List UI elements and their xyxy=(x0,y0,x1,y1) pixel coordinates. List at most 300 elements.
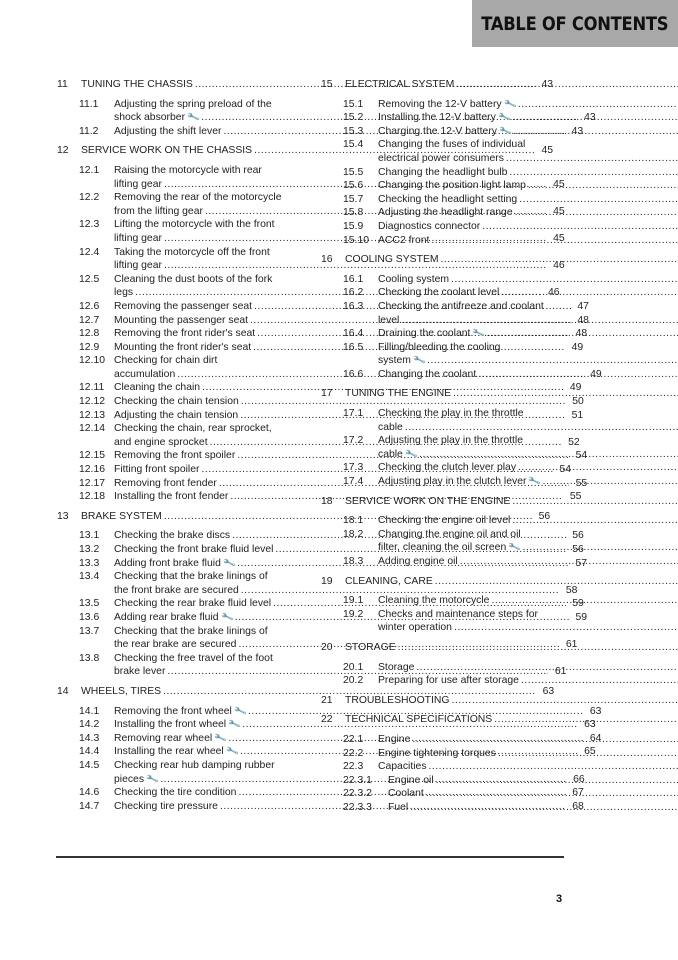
dot-leader xyxy=(498,747,678,761)
section-page: 55 xyxy=(569,491,582,503)
section-body xyxy=(378,514,678,528)
toc-section-entry[interactable] xyxy=(321,341,570,368)
dot-leader xyxy=(416,661,678,675)
section-page: 47 xyxy=(577,300,589,312)
section-title: legs xyxy=(114,287,134,299)
section-title: Installing the 12-V battery xyxy=(378,112,496,124)
section-line xyxy=(378,368,678,382)
section-line xyxy=(378,234,678,248)
section-body xyxy=(378,138,678,165)
section-number: 12.10 xyxy=(79,355,106,367)
chapter-title: WHEELS, TIRES xyxy=(81,685,162,697)
section-page: 51 xyxy=(571,409,584,421)
section-number: 13.8 xyxy=(79,652,100,664)
section-title: Storage xyxy=(378,661,415,673)
footer-divider xyxy=(56,856,564,858)
chapter-title: TUNING THE ENGINE xyxy=(345,388,452,400)
toc-section-entry[interactable] xyxy=(321,760,570,774)
section-line xyxy=(378,166,678,180)
section-page: 66 xyxy=(573,773,585,785)
section-number: 13.3 xyxy=(79,557,100,569)
section-line xyxy=(378,733,678,747)
section-body xyxy=(378,111,678,125)
chapter-title: TROUBLESHOOTING xyxy=(345,694,450,706)
section-page: 45 xyxy=(553,205,565,217)
section-title: Engine oil xyxy=(388,774,434,786)
section-title: shock absorber xyxy=(114,112,186,124)
chapter-body xyxy=(345,694,678,708)
section-number: 14.7 xyxy=(79,800,100,812)
section-title: Removing the front wheel xyxy=(114,705,232,717)
chapter-number: 16 xyxy=(321,254,333,266)
section-title: Cooling system xyxy=(378,273,450,285)
dot-leader xyxy=(436,774,678,788)
section-number: 12.12 xyxy=(79,396,106,408)
dot-leader xyxy=(454,621,678,635)
section-number: 12.5 xyxy=(79,273,100,285)
section-body xyxy=(378,801,678,815)
toc-section-entry[interactable] xyxy=(321,434,570,461)
dot-leader xyxy=(509,166,678,180)
toc-section-entry[interactable] xyxy=(321,608,570,635)
section-line xyxy=(378,461,678,475)
section-number: 19.2 xyxy=(343,608,364,620)
wrench-icon: 🔧 xyxy=(527,474,542,488)
section-page: 49 xyxy=(569,382,582,394)
section-number: 12.2 xyxy=(79,192,100,204)
section-number: 16.6 xyxy=(343,368,364,380)
dot-leader xyxy=(518,98,678,112)
section-title: the rear brake are secured xyxy=(114,639,237,651)
section-number: 12.9 xyxy=(79,341,100,353)
section-line xyxy=(378,138,678,152)
section-number: 12.8 xyxy=(79,328,100,340)
chapter-title: TUNING THE CHASSIS xyxy=(81,79,193,90)
section-title: and engine sprocket xyxy=(114,436,208,448)
section-title: Mounting the front rider's seat xyxy=(114,341,252,353)
section-number: 18.2 xyxy=(343,528,364,540)
section-title: Checking the tire condition xyxy=(114,787,237,799)
section-title: Checking the rear brake fluid level xyxy=(114,598,272,610)
chapter-page: 45 xyxy=(541,145,554,157)
section-number: 14.4 xyxy=(79,746,100,758)
section-number: 12.11 xyxy=(79,382,105,394)
section-number: 11.2 xyxy=(79,125,99,137)
dot-leader xyxy=(460,555,678,569)
wrench-icon: 🔧 xyxy=(225,744,240,758)
dot-leader xyxy=(487,327,678,341)
toc-section-entry[interactable] xyxy=(321,368,570,382)
section-line xyxy=(378,555,678,569)
wrench-icon: 🔧 xyxy=(186,110,201,124)
dot-leader xyxy=(482,220,678,234)
section-body xyxy=(378,733,678,747)
dot-leader xyxy=(405,421,678,435)
section-number: 20.1 xyxy=(343,661,364,673)
section-line xyxy=(378,608,678,622)
section-title: Checking for chain dirt xyxy=(114,355,218,367)
section-number: 22.3.3 xyxy=(343,801,372,813)
dot-leader xyxy=(512,495,678,509)
section-number: 12.18 xyxy=(79,491,106,503)
chapter-number: 12 xyxy=(57,145,69,157)
section-page: 43 xyxy=(571,125,584,137)
section-title: Installing the front fender xyxy=(114,491,229,503)
page-number: 3 xyxy=(556,893,563,905)
section-title: Changing the coolant xyxy=(378,368,477,380)
section-title: the front brake are secured xyxy=(114,584,239,596)
toc-section-entry[interactable] xyxy=(321,787,570,801)
dot-leader xyxy=(528,179,678,193)
section-number: 16.3 xyxy=(343,300,364,312)
section-title: Checking that the brake linings of xyxy=(114,625,268,637)
chapter-title: COOLING SYSTEM xyxy=(345,254,439,266)
toc-section-entry[interactable] xyxy=(321,286,570,300)
section-title: Installing the front wheel xyxy=(114,719,227,731)
section-page: 57 xyxy=(575,557,588,569)
wrench-icon: 🔧 xyxy=(233,703,248,718)
section-body xyxy=(378,774,678,788)
section-title: from the lifting gear xyxy=(114,205,203,217)
section-number: 14.3 xyxy=(79,732,100,744)
section-body xyxy=(378,286,678,300)
section-page: 63 xyxy=(589,705,602,717)
chapter-body xyxy=(345,713,678,727)
section-number: 22.3.1 xyxy=(343,774,372,786)
section-number: 16.2 xyxy=(343,287,364,299)
toc-section-entry[interactable] xyxy=(321,661,570,675)
toc-section-entry[interactable] xyxy=(321,801,570,815)
section-title: ACC2 front xyxy=(378,234,430,246)
section-page: 55 xyxy=(575,477,588,489)
section-title: Cleaning the motorcycle xyxy=(378,595,490,607)
section-number: 15.4 xyxy=(343,139,364,151)
section-title: Adjusting the spring preload of the xyxy=(114,98,272,110)
section-title: Adjusting the chain tension xyxy=(114,409,239,421)
section-line xyxy=(378,528,678,542)
section-title: Fitting front spoiler xyxy=(114,464,200,476)
toc-section-entry[interactable] xyxy=(321,206,570,220)
chapter-body xyxy=(345,387,678,401)
chapter-number: 21 xyxy=(321,694,333,706)
toc-column-right xyxy=(321,78,570,815)
section-title: system xyxy=(378,355,411,367)
wrench-icon: 🔧 xyxy=(412,353,427,367)
section-line xyxy=(378,541,678,555)
toc-section-entry[interactable] xyxy=(57,703,602,719)
section-title: Changing the position light lamp xyxy=(378,180,526,192)
dot-leader xyxy=(506,152,678,166)
section-body xyxy=(378,674,678,688)
section-title: Checking the engine oil level xyxy=(378,515,511,527)
dot-leader xyxy=(543,475,678,489)
section-line xyxy=(378,760,678,774)
section-page: 56 xyxy=(572,530,584,542)
section-title: Removing the front spoiler xyxy=(114,450,236,462)
section-number: 12.14 xyxy=(79,423,106,435)
section-number: 22.3 xyxy=(343,761,364,773)
toc-chapter-entry[interactable] xyxy=(321,641,570,655)
section-page: 46 xyxy=(553,260,565,272)
section-title: Removing rear wheel xyxy=(114,732,213,744)
section-title: Removing front fender xyxy=(114,477,217,489)
section-title: Mounting the passenger seat xyxy=(114,314,249,326)
section-title: Checking the clutch lever play xyxy=(378,462,517,474)
section-line xyxy=(378,193,678,207)
toc-chapter-entry[interactable] xyxy=(321,387,570,401)
toc-section-entry[interactable] xyxy=(321,125,570,139)
wrench-icon: 🔧 xyxy=(498,124,513,138)
section-title: Fuel xyxy=(388,801,409,813)
section-body xyxy=(378,434,678,461)
section-number: 15.10 xyxy=(343,234,370,246)
wrench-icon: 🔧 xyxy=(213,731,228,745)
section-title: Installing the rear wheel xyxy=(114,746,224,758)
toc-section-entry[interactable] xyxy=(321,594,570,608)
section-number: 15.9 xyxy=(343,220,364,232)
toc-section-entry[interactable] xyxy=(321,747,570,761)
chapter-number: 17 xyxy=(321,388,333,400)
section-body xyxy=(378,475,678,489)
chapter-page: 63 xyxy=(542,685,555,697)
section-line xyxy=(378,314,678,328)
wrench-icon: 🔧 xyxy=(219,610,234,624)
section-title: Cleaning the dust boots of the fork xyxy=(114,273,273,285)
dot-leader xyxy=(494,713,678,727)
chapter-title: STORAGE xyxy=(345,641,396,653)
chapter-body xyxy=(345,78,678,92)
wrench-icon: 🔧 xyxy=(497,110,512,124)
section-body xyxy=(378,368,678,382)
section-title: Checking tire pressure xyxy=(114,800,218,812)
section-title: Adjusting the shift lever xyxy=(114,125,222,137)
section-body xyxy=(378,608,678,635)
section-title: Diagnostics connector xyxy=(378,220,481,232)
section-body xyxy=(378,327,678,341)
section-title: Adding engine oil xyxy=(378,556,458,567)
section-title: Adjusting play in the clutch lever xyxy=(378,476,527,488)
dot-leader xyxy=(501,286,678,300)
toc-section-entry[interactable] xyxy=(321,273,570,287)
section-title: winter operation xyxy=(378,622,452,634)
toc-section-entry[interactable] xyxy=(321,193,570,207)
toc-section-entry[interactable] xyxy=(321,111,570,125)
section-number: 16.5 xyxy=(343,341,364,353)
section-number: 12.6 xyxy=(79,300,100,312)
section-title: Removing the front rider's seat xyxy=(114,328,256,340)
dot-leader xyxy=(478,368,678,382)
section-title: Checking the front brake fluid level xyxy=(114,544,274,555)
section-number: 16.4 xyxy=(343,328,364,340)
section-title: accumulation xyxy=(114,368,176,380)
section-number: 13.6 xyxy=(79,611,100,623)
section-title: Removing the rear of the motorcycle xyxy=(114,192,282,204)
toc-section-entry[interactable] xyxy=(57,395,584,409)
section-title: Engine xyxy=(378,733,411,745)
section-page: 56 xyxy=(572,544,584,555)
section-line xyxy=(378,594,678,608)
section-number: 14.6 xyxy=(79,787,100,799)
section-page: 54 xyxy=(575,450,588,462)
section-page: 59 xyxy=(575,611,588,623)
chapter-number: 19 xyxy=(321,575,333,587)
section-number: 22.3.2 xyxy=(343,788,372,800)
toc-section-entry[interactable] xyxy=(321,327,570,341)
chapter-body xyxy=(345,253,678,267)
section-title: Checking the chain, rear sprocket, xyxy=(114,423,272,435)
section-title: level xyxy=(378,314,400,326)
section-title: cable xyxy=(378,421,403,433)
section-title: Checking the coolant level xyxy=(378,287,500,299)
section-title: Adding front brake fluid xyxy=(114,557,221,569)
section-line xyxy=(378,434,678,448)
dot-leader xyxy=(401,314,678,328)
toc-chapter-entry[interactable] xyxy=(321,575,570,589)
section-title: lifting gear xyxy=(114,232,162,244)
dot-leader xyxy=(512,514,678,528)
section-line xyxy=(378,621,678,635)
toc-chapter-entry[interactable] xyxy=(321,253,570,267)
section-number: 15.2 xyxy=(343,112,364,124)
section-body xyxy=(378,555,678,569)
toc-section-entry[interactable] xyxy=(321,138,570,165)
section-title: Changing the fuses of individual xyxy=(378,139,526,151)
section-number: 12.16 xyxy=(79,464,106,476)
section-body xyxy=(378,206,678,220)
chapter-number: 13 xyxy=(57,510,69,522)
section-number: 15.1 xyxy=(343,98,364,110)
section-title: Engine tightening torques xyxy=(378,747,496,759)
section-page: 59 xyxy=(572,598,584,610)
section-page: 46 xyxy=(547,287,560,299)
section-page: 54 xyxy=(559,464,572,476)
chapter-line xyxy=(345,253,678,267)
section-title: Filling/bleeding the cooling xyxy=(378,341,501,353)
chapter-line xyxy=(345,387,678,401)
dot-leader xyxy=(441,253,678,267)
section-number: 15.5 xyxy=(343,166,364,178)
dot-leader xyxy=(427,354,678,368)
toc-section-entry[interactable] xyxy=(321,674,570,688)
section-number: 16.1 xyxy=(343,273,364,285)
section-line xyxy=(378,300,678,314)
toc-chapter-entry[interactable] xyxy=(321,694,570,708)
section-number: 18.1 xyxy=(343,515,364,527)
chapter-number: 11 xyxy=(57,79,68,90)
chapter-number: 15 xyxy=(321,79,333,90)
section-body xyxy=(378,760,678,774)
chapter-line xyxy=(345,641,678,655)
wrench-icon: 🔧 xyxy=(222,556,237,570)
section-line xyxy=(388,801,678,815)
dot-leader xyxy=(426,787,678,801)
section-number: 17.1 xyxy=(343,408,364,420)
dot-leader xyxy=(435,575,678,589)
section-title: Checking the chain tension xyxy=(114,396,239,408)
section-line xyxy=(378,475,678,489)
section-number: 12.7 xyxy=(79,314,100,326)
section-number: 18.3 xyxy=(343,556,364,567)
chapter-title: SERVICE WORK ON THE ENGINE xyxy=(345,495,511,507)
section-title: Checking the headlight setting xyxy=(378,193,518,205)
section-page: 65 xyxy=(584,746,596,758)
toc-section-entry[interactable] xyxy=(321,220,570,234)
section-title: Charging the 12-V battery xyxy=(378,125,497,137)
section-body xyxy=(378,594,678,608)
section-title: lifting gear xyxy=(114,260,162,272)
section-line xyxy=(388,774,678,788)
section-line xyxy=(378,674,678,688)
chapter-body xyxy=(345,575,678,589)
section-number: 17.3 xyxy=(343,462,364,474)
toc-chapter-entry[interactable] xyxy=(321,495,570,509)
toc-section-entry[interactable] xyxy=(321,166,570,180)
chapter-page: 43 xyxy=(541,79,554,90)
section-title: Adjusting the headlight range xyxy=(378,207,513,219)
section-body xyxy=(378,179,678,193)
dot-leader xyxy=(453,387,678,401)
section-number: 11.1 xyxy=(79,98,99,110)
section-line xyxy=(378,354,678,368)
section-title: Coolant xyxy=(388,788,424,800)
chapter-number: 22 xyxy=(321,714,333,726)
section-line xyxy=(378,661,678,675)
toc-section-entry[interactable] xyxy=(321,475,570,489)
section-body xyxy=(378,220,678,234)
toc-section-entry[interactable] xyxy=(321,733,570,747)
toc-section-entry[interactable] xyxy=(321,555,570,569)
toc-section-entry[interactable] xyxy=(321,514,570,528)
section-line xyxy=(378,286,678,300)
toc-chapter-entry[interactable] xyxy=(321,78,570,92)
dot-leader xyxy=(410,801,678,815)
dot-leader xyxy=(431,234,678,248)
section-line xyxy=(378,327,678,341)
section-number: 13.1 xyxy=(79,530,100,542)
section-line xyxy=(388,787,678,801)
section-title: Adjusting the play in the throttle xyxy=(378,435,523,447)
section-page: 48 xyxy=(577,314,589,326)
section-body xyxy=(378,234,678,248)
toc-section-entry[interactable] xyxy=(321,300,570,327)
section-title: Capacities xyxy=(378,761,427,773)
chapter-line xyxy=(345,575,678,589)
section-body xyxy=(378,661,678,675)
toc-section-entry[interactable] xyxy=(321,407,570,434)
section-number: 13.7 xyxy=(79,625,100,637)
section-title: Adding rear brake fluid xyxy=(114,611,219,623)
toc-chapter-entry[interactable] xyxy=(321,713,570,727)
section-line xyxy=(378,514,678,528)
toc-chapter-entry[interactable] xyxy=(57,685,555,699)
section-page: 52 xyxy=(568,436,580,448)
section-number: 12.15 xyxy=(79,450,106,462)
toc-section-entry[interactable] xyxy=(321,461,570,475)
toc-section-entry[interactable] xyxy=(321,179,570,193)
section-number: 13.2 xyxy=(79,544,100,555)
toc-section-entry[interactable] xyxy=(321,528,570,555)
dot-leader xyxy=(491,594,678,608)
section-page: 49 xyxy=(590,368,602,380)
section-title: Removing the passenger seat xyxy=(114,300,253,312)
toc-section-entry[interactable] xyxy=(321,98,570,112)
section-number: 14.1 xyxy=(79,705,100,717)
toc-section-entry[interactable] xyxy=(321,234,570,248)
section-page: 45 xyxy=(553,178,565,190)
section-title: Changing the engine oil and oil xyxy=(378,528,521,540)
section-title: Changing the headlight bulb xyxy=(378,166,508,178)
toc-section-entry[interactable] xyxy=(321,774,570,788)
